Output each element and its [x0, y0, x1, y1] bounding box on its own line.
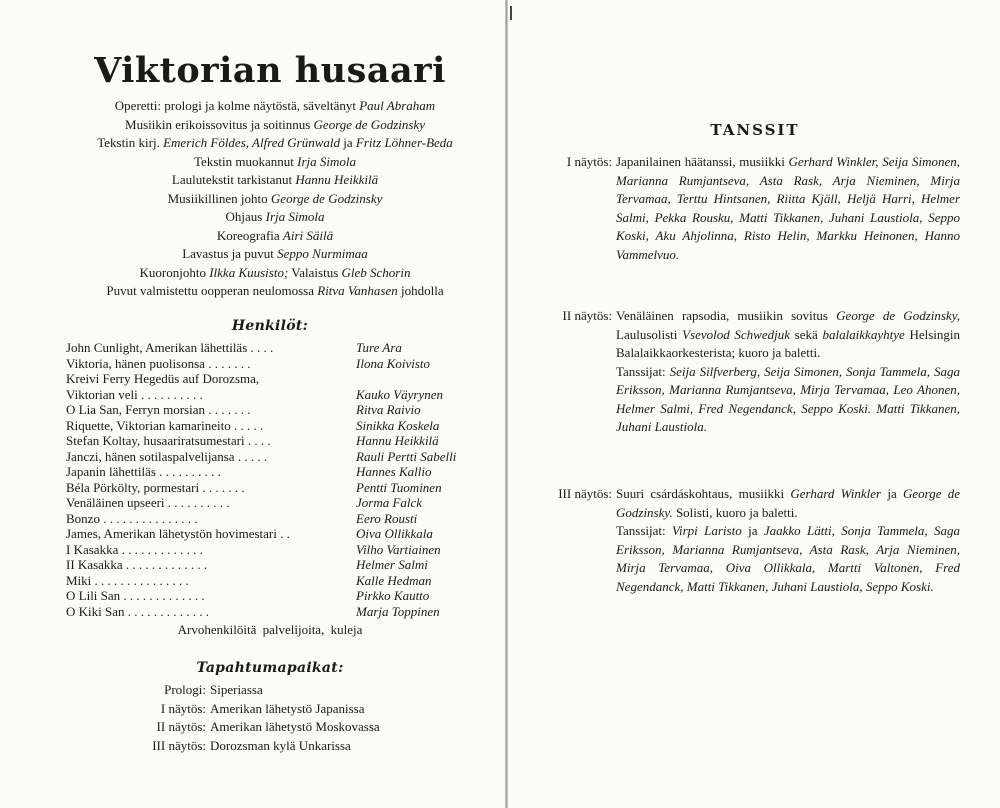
- credit-line: Ohjaus Irja Simola: [225, 209, 325, 224]
- dance-act-text: Suuri csárdáskohtaus, musiikki Gerhard Winkler ja George de Godzinsky. Solisti, kuoro ja baletti. Tanssijat: Virpi Laristo ja Jaakko Lätti, Sonja Tammela, Saga Eriksson, Marianna Rumjantseva, Asta Rask, Arja Nieminen, Mirja Tervamaa, Oiva Ollikkala, Martti Valtonen, Fred Negendanck, Matti Tikkanen, Juhani Laustiola, Seppo Koski.: [616, 486, 961, 594]
- credit-line: Lavastus ja puvut Seppo Nurmimaa: [182, 246, 368, 261]
- credit-line: Laulutekstit tarkistanut Hannu Heikkilä: [171, 172, 379, 187]
- location-row: II näytös: Amerikan lähetystö Moskovassa: [156, 719, 380, 734]
- locations-heading: Tapahtumapaikat:: [196, 660, 344, 676]
- credit-line: Tekstin kirj. Emerich Földes, Alfred Grünwald ja Fritz Löhner-Beda: [97, 135, 453, 150]
- cast-row: Venäläinen upseeri . . . . . . . . . . Jorma Falck: [66, 495, 423, 510]
- cast-row: O Kiki San . . . . . . . . . . . . . Marja Toppinen: [66, 603, 440, 619]
- credit-line: Musiikin erikoissovitus ja soitinnus George de Godzinsky: [125, 116, 425, 132]
- cast-row: Béla Pörkölty, pormestari . . . . . . . Pentti Tuominen: [66, 479, 442, 495]
- dance-act-label: III näytös:: [558, 486, 612, 501]
- credit-line: Operetti: prologi ja kolme näytöstä, säveltänyt Paul Abraham: [114, 98, 436, 113]
- location-row: I näytös: Amerikan lähetystö Japanissa: [160, 700, 365, 716]
- cast-row: I Kasakka . . . . . . . . . . . . . Vilho Vartiainen: [66, 541, 441, 557]
- cast-row: Miki . . . . . . . . . . . . . . . Kalle Hedman: [66, 572, 432, 588]
- cast-row: O Lili San . . . . . . . . . . . . . Pirkko Kautto: [66, 588, 430, 603]
- credit-line: Puvut valmistettu oopperan neulomossa Ritva Vanhasen johdolla: [106, 283, 444, 298]
- cast-row: O Lia San, Ferryn morsian . . . . . . . Ritva Raivio: [66, 402, 421, 417]
- dance-act-text: Venäläinen rapsodia, musiikin sovitus George de Godzinsky, Laulusolisti Vsevolod Schwedjuk sekä balalaikkayhtye Helsingin Balalaikkaorkesterista; kuoro ja baletti. Tanssijat: Seija Silfverberg, Seija Simonen, Sonja Tammela, Saga Eriksson, Marianna Rumjantseva, Mirja Tervamaa, Leo Ahonen, Helmer Salmi, Fred Negendanck, Seppo Koski. Matti Tikkanen, Juhani Laustiola.: [616, 308, 961, 434]
- cast-row: Viktoria, hänen puolisonsa . . . . . . . Ilona Koivisto: [66, 355, 431, 371]
- credits-block: [40, 97, 510, 301]
- program-title: Viktorian husaari: [94, 50, 446, 91]
- cast-row: John Cunlight, Amerikan lähettiläs . . . . Ture Ara: [66, 340, 402, 355]
- cast-row: Bonzo . . . . . . . . . . . . . . . Eero Rousti: [66, 510, 418, 526]
- cast-row: James, Amerikan lähetystön hovimestari . . Oiva Ollikkala: [66, 526, 433, 541]
- dance-act-text: Japanilainen häätanssi, musiikki Gerhard Winkler, Seija Simonen, Marianna Rumjantseva, Asta Rask, Arja Nieminen, Mirja Tervamaa, Terttu Hintsanen, Riitta Kjäll, Heljä Harri, Helmer Salmi, Pekka Rousku, Matti Tikkanen, Juhani Laustiola, Seppo Koski, Aku Ahjolinna, Risto Helin, Markku Heinonen, Hanno Vammelvuo.: [616, 154, 961, 262]
- dances-heading: TANSSIT: [710, 121, 800, 139]
- cast-row: Viktorian veli . . . . . . . . . . Kauko Väyrynen: [66, 386, 444, 402]
- credit-line: Musiikillinen johto George de Godzinsky: [167, 190, 383, 206]
- locations-list: [140, 681, 440, 755]
- cast-row: Stefan Koltay, husaariratsumestari . . . . Hannu Heikkilä: [66, 433, 439, 448]
- cast-row: Riquette, Viktorian kamarineito . . . . . Sinikka Koskela: [66, 417, 440, 433]
- location-row: III näytös: Dorozsman kylä Unkarissa: [152, 737, 351, 753]
- cast-row: Japanin lähettiläs . . . . . . . . . . Hannes Kallio: [66, 464, 432, 479]
- cast-row: Kreivi Ferry Hegedüs auf Dorozsma,: [66, 371, 260, 386]
- cast-row: II Kasakka . . . . . . . . . . . . . Helmer Salmi: [66, 557, 428, 572]
- cast-row: Janczi, hänen sotilaspalvelijansa . . . . . Rauli Pertti Sabelli: [66, 448, 457, 464]
- cast-note: Arvohenkilöitä palvelijoita, kuleja: [177, 622, 363, 637]
- dance-act-label: II näytös:: [562, 308, 612, 323]
- credit-line: Koreografia Airi Säilä: [216, 227, 334, 243]
- cast-list: [66, 340, 486, 619]
- cast-heading: Henkilöt:: [231, 318, 309, 334]
- credit-line: Tekstin muokannut Irja Simola: [194, 153, 356, 169]
- credit-line: Kuoronjohto Ilkka Kuusisto; Valaistus Gleb Schorin: [139, 264, 411, 280]
- location-row: Prologi: Siperiassa: [164, 682, 263, 697]
- dance-act-label: I näytös:: [566, 154, 612, 169]
